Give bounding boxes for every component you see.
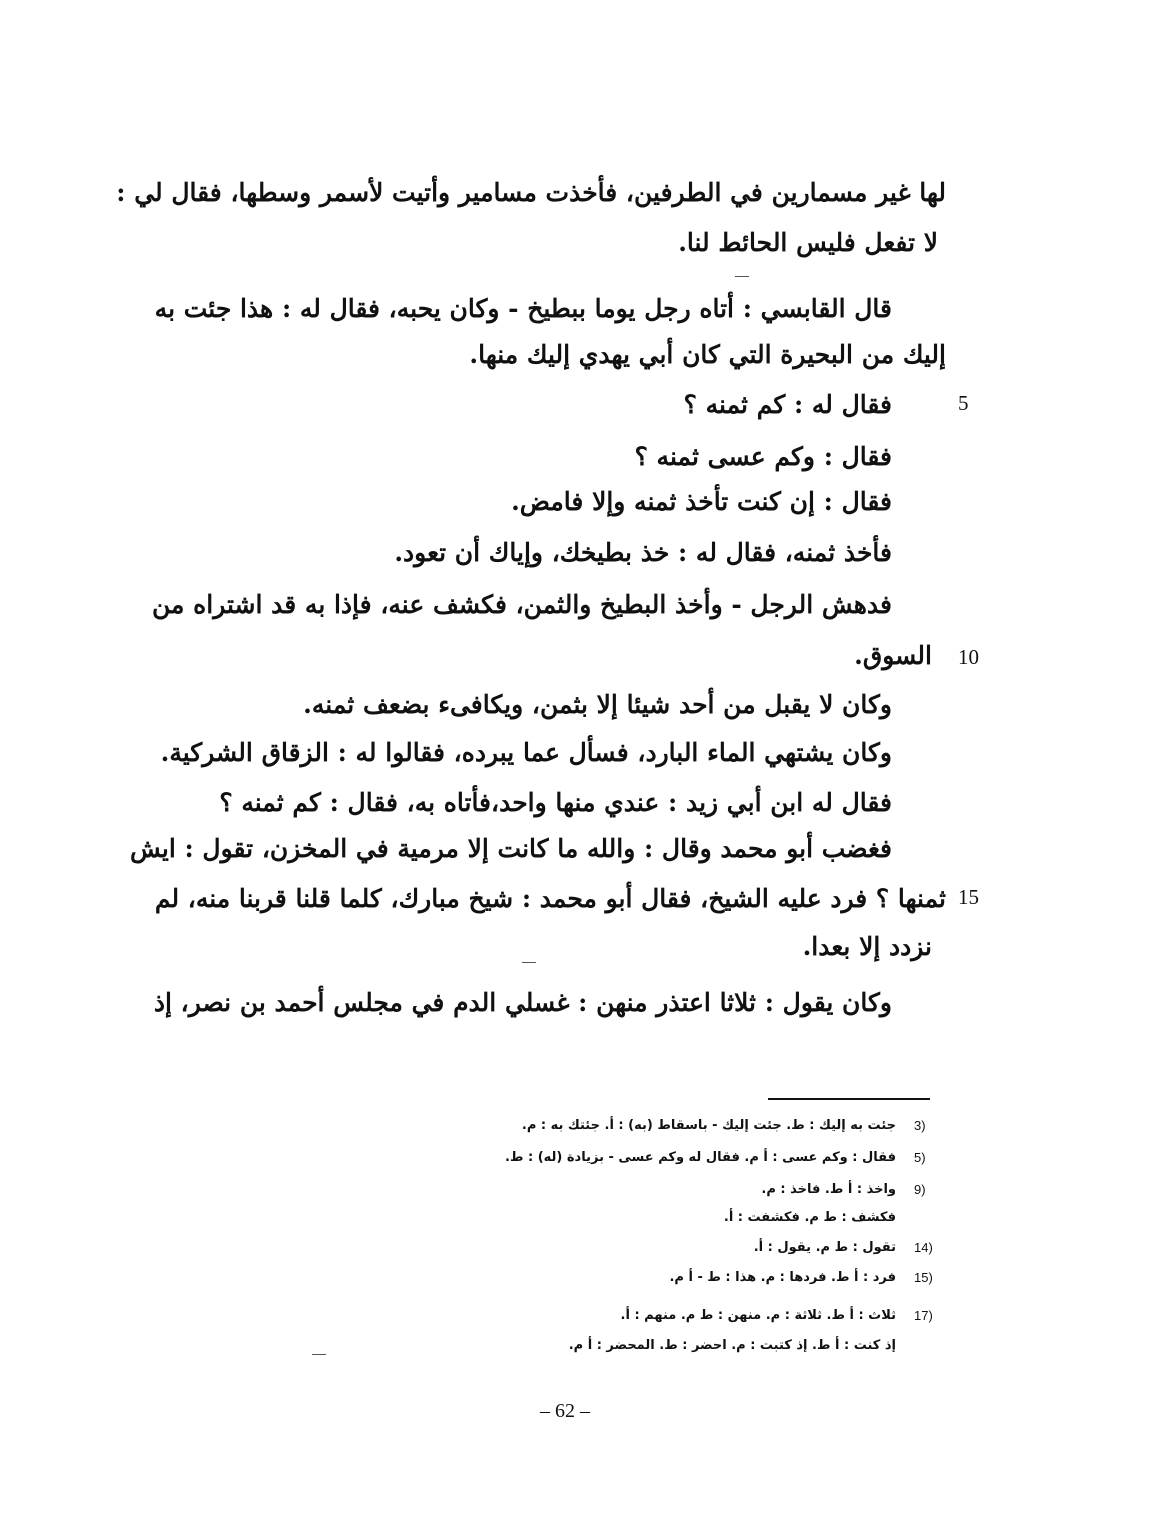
footnote-line: فقال : وكم عسى : أ م. فقال له وكم عسى - بزيادة (له) : ط. [505, 1150, 896, 1165]
footnote-line: ثلاث : أ ط. ثلاثة : م. منهن : ط م. منهم : أ. [620, 1308, 896, 1323]
text-line: قال القابسي : أتاه رجل يوما ببطيخ - وكان يحبه، فقال له : هذا جئت به [154, 294, 892, 323]
footnote-number: 5) [914, 1150, 926, 1165]
text-line: إليك من البحيرة التي كان أبي يهدي إليك منها. [469, 340, 946, 369]
text-line: فدهش الرجل - وأخذ البطيخ والثمن، فكشف عنه، فإذا به قد اشتراه من [152, 590, 892, 619]
footnote-number: 14) [914, 1240, 933, 1255]
text-line: فغضب أبو محمد وقال : والله ما كانت إلا مرمية في المخزن، تقول : ايش [130, 834, 892, 863]
text-line: فأخذ ثمنه، فقال له : خذ بطيخك، وإياك أن تعود. [394, 538, 892, 567]
text-line: وكان يشتهي الماء البارد، فسأل عما يبرده، فقالوا له : الزقاق الشركية. [160, 738, 892, 767]
footnote-line: واخذ : أ ط. فاخذ : م. [761, 1182, 896, 1197]
text-line: فقال له ابن أبي زيد : عندي منها واحد،فأتاه به، فقال : كم ثمنه ؟ [219, 788, 892, 817]
scan-speck [522, 962, 536, 963]
text-line: لها غير مسمارين في الطرفين، فأخذت مسامير وأتيت لأسمر وسطها، فقال لي : [116, 178, 946, 207]
scan-speck [312, 1354, 326, 1355]
text-line: السوق. [854, 641, 932, 670]
text-line: فقال له : كم ثمنه ؟ [683, 390, 892, 419]
text-line: فقال : وكم عسى ثمنه ؟ [634, 442, 892, 471]
text-line: لا تفعل فليس الحائط لنا. [678, 228, 938, 257]
line-number: 5 [958, 391, 969, 415]
footnote-number: 9) [914, 1182, 926, 1197]
page-number: – 62 – [540, 1400, 590, 1422]
footnote-line: فرد : أ ط. فردها : م. هذا : ط - أ م. [669, 1270, 896, 1285]
text-line: وكان يقول : ثلاثا اعتذر منهن : غسلي الدم في مجلس أحمد بن نصر، إذ [153, 988, 892, 1017]
footnote-number: 17) [914, 1308, 933, 1323]
text-line: نزدد إلا بعدا. [802, 932, 932, 961]
text-line: ثمنها ؟ فرد عليه الشيخ، فقال أبو محمد : شيخ مبارك، كلما قلنا قربنا منه، لم [154, 884, 946, 913]
line-number: 10 [958, 645, 979, 669]
footnote-line: جئت به إليك : ط. جئت إليك - باسقاط (به) : أ. جئتك به : م. [521, 1118, 896, 1133]
scan-speck [735, 276, 749, 277]
footnote-line: إذ كنت : أ ط. إذ كتبت : م. احضر : ط. المحضر : أ م. [568, 1338, 896, 1353]
footnote-line: تقول : ط م. يقول : أ. [753, 1240, 896, 1255]
footnote-separator [768, 1098, 930, 1100]
footnote-line: فكشف : ط م. فكشفت : أ. [723, 1210, 896, 1225]
text-line: فقال : إن كنت تأخذ ثمنه وإلا فامض. [511, 487, 892, 516]
line-number: 15 [958, 885, 979, 909]
footnote-number: 15) [914, 1270, 933, 1285]
text-line: وكان لا يقبل من أحد شيئا إلا بثمن، ويكافىء بضعف ثمنه. [303, 690, 892, 719]
footnote-number: 3) [914, 1118, 926, 1133]
